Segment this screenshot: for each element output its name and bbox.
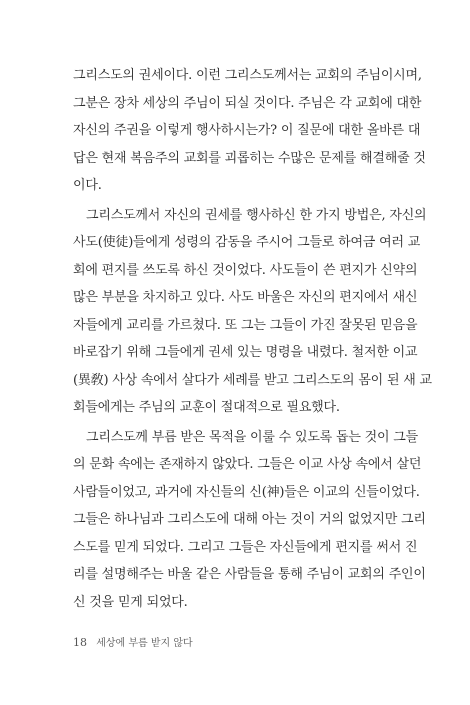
text-line: 많은 부분을 차지하고 있다. 사도 바울은 자신의 편지에서 새신 (73, 290, 418, 305)
body-text (73, 62, 432, 618)
page-footer (73, 634, 193, 649)
text-line: (異敎) 사상 속에서 살다가 세례를 받고 그리스도의 몸이 된 새 교 (73, 372, 432, 388)
text-line: 신 것을 믿게 되었다. (73, 594, 188, 610)
text-line: 그리스도께 부름 받은 목적을 이룰 수 있도록 돕는 것이 그들 (86, 429, 418, 445)
paragraph (73, 202, 432, 422)
text-line: 이다. (73, 178, 102, 193)
page-number: 18 (73, 636, 87, 649)
text-line: 그분은 장차 세상의 주님이 되실 것이다. 주님은 각 교회에 대한 (73, 95, 422, 111)
text-line: 의 문화 속에는 존재하지 않았다. 그들은 이교 사상 속에서 살던 (73, 457, 422, 472)
text-line: 사람들이었고, 과거에 자신들의 신(神)들은 이교의 신들이었다. (73, 484, 420, 500)
text-line: 바로잡기 위해 그들에게 권세 있는 명령을 내렸다. 철저한 이교 (73, 345, 418, 360)
text-line: 답은 현재 복음주의 교회를 괴롭히는 수많은 문제를 해결해줄 것 (73, 150, 426, 166)
text-line: 회들에게는 주님의 교훈이 절대적으로 필요했다. (73, 400, 340, 415)
text-line: 리를 설명해주는 바울 같은 사람들을 통해 주님이 교회의 주인이 (73, 567, 426, 582)
paragraph (73, 424, 426, 617)
text-line: 자신의 주권을 이렇게 행사하시는가? 이 질문에 대한 올바른 대 (73, 123, 421, 138)
text-line: 그리스도께서 자신의 권세를 행사하신 한 가지 방법은, 자신의 (86, 207, 427, 223)
text-line: 그리스도의 권세이다. 이런 그리스도께서는 교회의 주님이시며, (73, 68, 422, 83)
text-line: 회에 편지를 쓰도록 하신 것이었다. 사도들이 쓴 편지가 신약의 (73, 262, 418, 278)
text-line: 사도(使徒)들에게 성령의 감동을 주시어 그들로 하여금 여러 교 (73, 235, 421, 250)
text-line: 자들에게 교리를 가르쳤다. 또 그는 그들이 가진 잘못된 믿음을 (73, 317, 418, 333)
text-line: 스도를 믿게 되었다. 그리고 그들은 자신들에게 편지를 써서 진 (73, 539, 418, 555)
text-line: 그들은 하나님과 그리스도에 대해 아는 것이 거의 없었지만 그리 (73, 512, 426, 527)
paragraph (73, 62, 426, 200)
running-title: 세상에 부름 받지 않다 (96, 638, 193, 649)
